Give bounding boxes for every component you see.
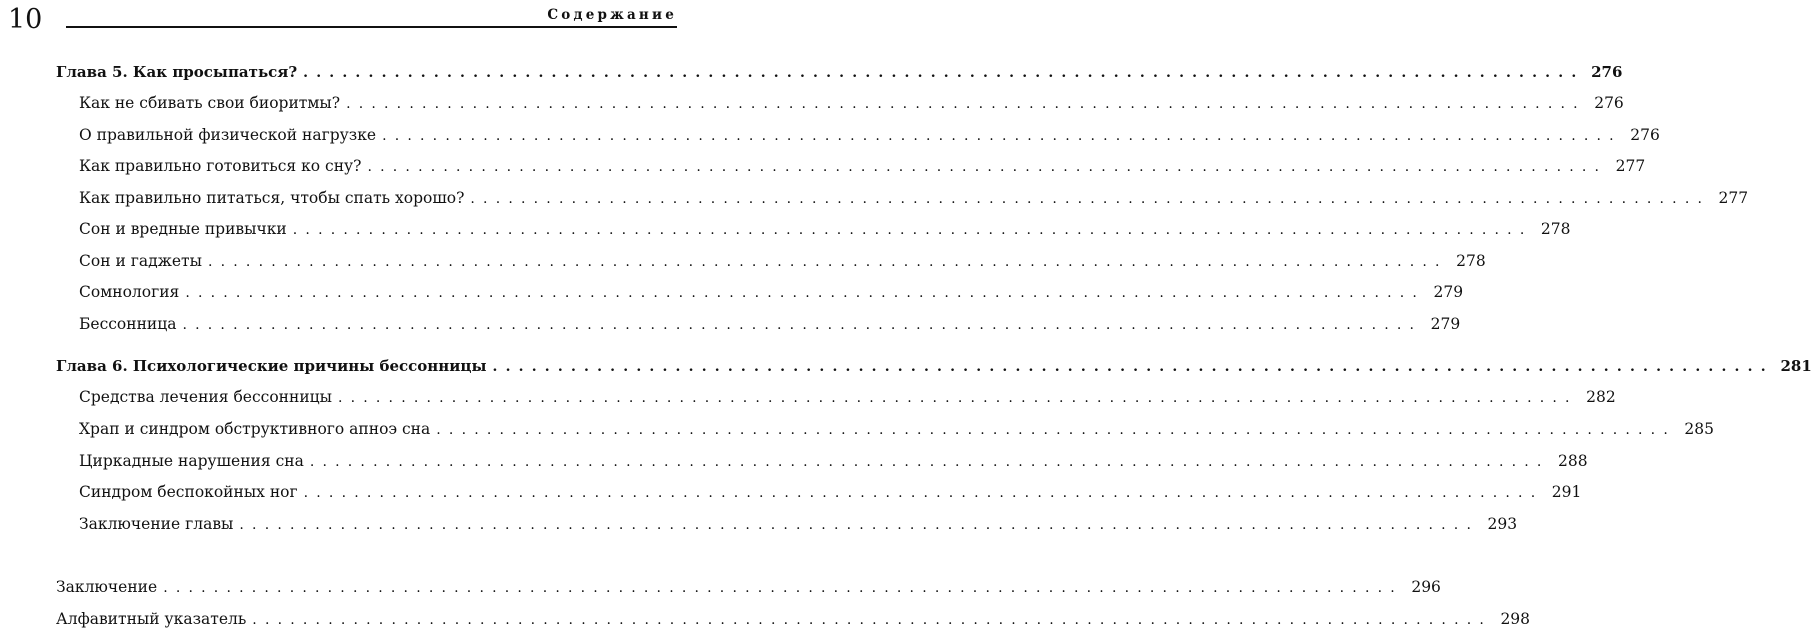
toc-chapter-6[interactable] (56, 355, 1812, 377)
toc-entry-title: Заключение (56, 578, 158, 596)
toc-entry-title: Сон и вредные привычки (79, 220, 287, 238)
toc-chapter-title: Глава 6. Психологические причины бессонницы (56, 357, 487, 375)
toc-page-number: 285 (1684, 420, 1714, 438)
toc-page-number: 296 (1411, 578, 1441, 596)
toc-leader-dots: .................................................................................................. (163, 580, 1403, 596)
toc-entry-title: Заключение главы (79, 515, 234, 533)
toc-page-number: 276 (1594, 94, 1624, 112)
toc-entry[interactable] (79, 313, 1461, 335)
toc-entry-title: Как правильно питаться, чтобы спать хорошо? (79, 189, 465, 207)
toc-chapter-title: Глава 5. Как просыпаться? (56, 63, 298, 81)
toc-leader-dots: .................................................................................................. (292, 222, 1533, 238)
toc-page-number: 277 (1615, 157, 1646, 175)
toc-leader-dots: .................................................................................................. (252, 612, 1493, 628)
toc-entry[interactable] (79, 386, 1616, 408)
toc-leader-dots: .................................................................................................. (303, 485, 1544, 501)
toc-page-number: 282 (1586, 388, 1616, 406)
toc-conclusion[interactable] (56, 576, 1441, 598)
toc-page-number: 276 (1630, 126, 1660, 144)
toc-entry[interactable] (79, 218, 1571, 240)
toc-entry-title: Средства лечения бессонницы (79, 388, 332, 406)
toc-leader-dots: .................................................................................................. (185, 285, 1426, 301)
page-number: 10 (8, 4, 43, 35)
toc-leader-dots: .................................................................................................. (239, 517, 1480, 533)
toc-leader-dots: .................................................................................................. (207, 254, 1448, 270)
toc-entry-title: Храп и синдром обструктивного апноэ сна (79, 420, 431, 438)
toc-page-number: 288 (1557, 452, 1588, 470)
toc-leader-dots: .................................................................................................. (303, 65, 1585, 81)
toc-entry-title: Циркадные нарушения сна (79, 452, 304, 470)
toc-entry-title: Алфавитный указатель (56, 610, 247, 628)
toc-page-number: 276 (1591, 63, 1623, 81)
toc-entry-title: Как правильно готовиться ко сну? (79, 157, 362, 175)
toc-leader-dots: .................................................................................................. (367, 159, 1608, 175)
toc-page-number: 277 (1718, 189, 1749, 207)
toc-page-number: 278 (1456, 252, 1486, 270)
toc-leader-dots: .................................................................................................. (309, 454, 1550, 470)
toc-page-number: 278 (1540, 220, 1571, 238)
toc-leader-dots: .................................................................................................. (382, 128, 1622, 144)
toc-page-number: 293 (1487, 515, 1518, 533)
toc-entry[interactable] (79, 450, 1588, 472)
toc-entry[interactable] (79, 281, 1464, 303)
header-rule (66, 26, 677, 28)
toc-page-number: 279 (1433, 283, 1464, 301)
toc-alphabetical-index[interactable] (56, 608, 1531, 630)
toc-entry-title: Бессонница (79, 315, 177, 333)
toc-entry[interactable] (79, 250, 1486, 272)
toc-leader-dots: .................................................................................................. (436, 422, 1676, 438)
toc-entry-title: Сомнология (79, 283, 180, 301)
toc-page-number: 291 (1551, 483, 1582, 501)
toc-entry[interactable] (79, 418, 1714, 440)
toc-leader-dots: .................................................................................................. (492, 359, 1774, 375)
toc-page-number: 298 (1500, 610, 1531, 628)
toc-leader-dots: .................................................................................................. (346, 96, 1586, 112)
toc-chapter-5[interactable] (56, 61, 1623, 83)
toc-entry[interactable] (79, 92, 1624, 114)
toc-entry-title: О правильной физической нагрузке (79, 126, 377, 144)
running-title: Содержание (547, 7, 677, 23)
toc-entry-title: Сон и гаджеты (79, 252, 202, 270)
toc-leader-dots: .................................................................................................. (470, 191, 1711, 207)
toc-page-number: 279 (1430, 315, 1461, 333)
toc-entry[interactable] (79, 155, 1646, 177)
toc-entry[interactable] (79, 124, 1660, 146)
toc-leader-dots: .................................................................................................. (337, 390, 1578, 406)
toc-entry[interactable] (79, 481, 1582, 503)
toc-entry-title: Как не сбивать свои биоритмы? (79, 94, 341, 112)
toc-entry[interactable] (79, 187, 1749, 209)
toc-page-number: 281 (1780, 357, 1812, 375)
toc-entry[interactable] (79, 513, 1518, 535)
toc-entry-title: Синдром беспокойных ног (79, 483, 298, 501)
toc-leader-dots: .................................................................................................. (182, 317, 1423, 333)
